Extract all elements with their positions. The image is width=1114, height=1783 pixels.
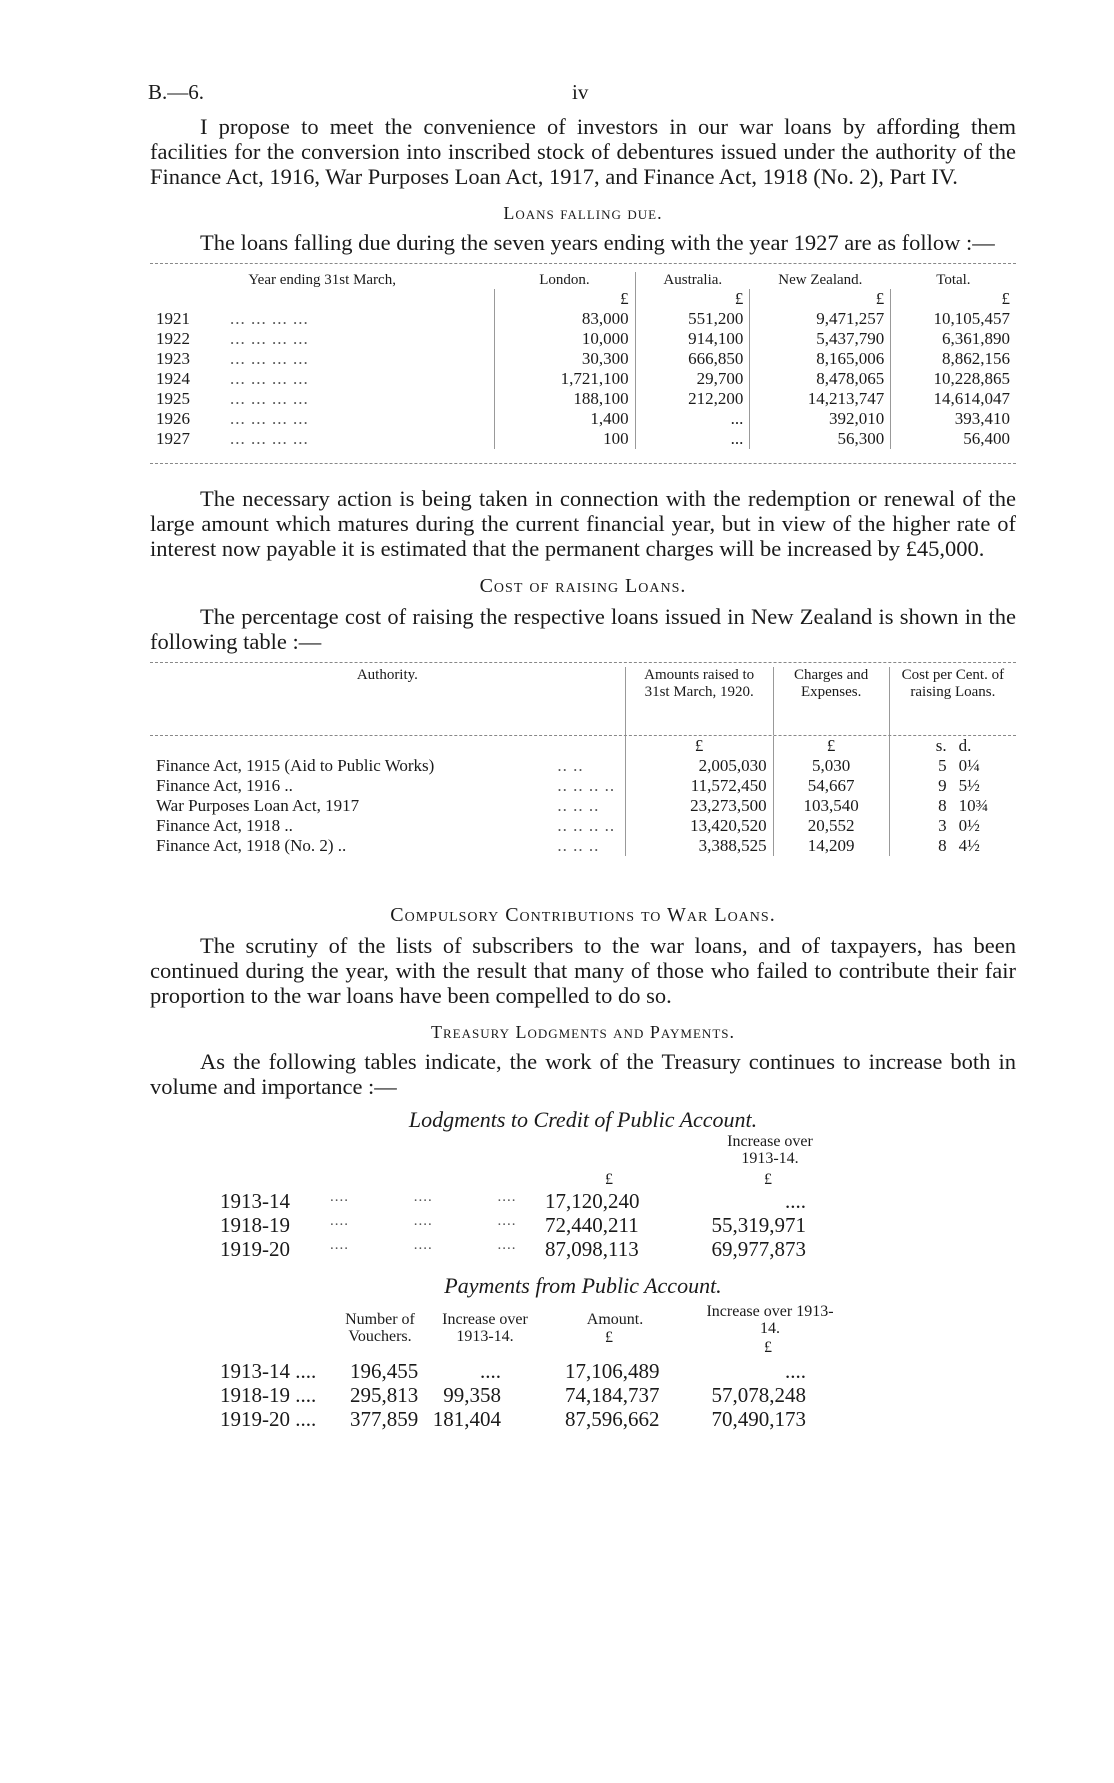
payment-vouchers: 196,455 xyxy=(350,1359,419,1383)
table-rule xyxy=(150,263,1016,264)
lodgment-year: 1919-20 xyxy=(220,1237,290,1261)
lodgment-amount: 17,120,240 xyxy=(545,1189,640,1213)
cost-pence: 0¼ xyxy=(958,756,980,775)
col-year: Year ending 31st March, xyxy=(248,272,396,288)
table-row xyxy=(150,776,1016,796)
cost-pence: 4½ xyxy=(958,836,980,855)
paragraph-redemption: The necessary action is being taken in connection with the redemption or renewal of the large amount which matures during the current financial year, but in view of the higher rate of interest now payable it is estimated that the permanent charges will be increased by £45,000. xyxy=(150,486,1016,561)
loan-total: 14,614,047 xyxy=(891,389,1016,409)
payment-amount: 74,184,737 xyxy=(565,1383,660,1407)
lodgment-amount: 72,440,211 xyxy=(545,1213,639,1237)
cost-amount: 13,420,520 xyxy=(625,816,773,836)
payment-vouchers: 295,813 xyxy=(350,1383,419,1407)
paragraph-loans-intro: The loans falling due during the seven years ending with the year 1927 are as follow :— xyxy=(200,230,995,255)
payment-voucher-increase: 181,404 xyxy=(432,1407,501,1431)
loan-year-cell xyxy=(150,329,494,349)
cost-charges: 14,209 xyxy=(773,836,889,856)
cost-pence: 0½ xyxy=(958,816,980,835)
leader-dots: .. .. .. xyxy=(557,836,600,855)
table-row xyxy=(150,1213,1016,1237)
lodgments-col-increase: Increase over 1913-14. xyxy=(727,1133,813,1167)
lodgment-amount: 87,098,113 xyxy=(545,1237,639,1261)
cost-table xyxy=(150,667,1016,856)
cost-shillings: 5 xyxy=(889,756,952,776)
document-reference: B.—6. xyxy=(148,80,205,104)
lodgment-increase: 55,319,971 xyxy=(711,1213,806,1237)
loan-london: 83,000 xyxy=(494,309,635,329)
cost-charges: 5,030 xyxy=(773,756,889,776)
leader-dots: ... ... ... ... xyxy=(230,309,309,328)
loan-year: 1923 xyxy=(156,349,190,368)
payment-increase: .... xyxy=(785,1359,806,1383)
loans-table xyxy=(150,272,1016,449)
loan-year-cell xyxy=(150,409,494,429)
lodgment-increase: 69,977,873 xyxy=(711,1237,806,1261)
cost-authority: Finance Act, 1915 (Aid to Public Works) xyxy=(156,756,435,775)
loan-nz: 9,471,257 xyxy=(750,309,891,329)
cost-authority: Finance Act, 1916 .. xyxy=(156,776,293,795)
loan-australia: 212,200 xyxy=(635,389,750,409)
loan-australia: 29,700 xyxy=(635,369,750,389)
loan-nz: 5,437,790 xyxy=(750,329,891,349)
table-row xyxy=(150,1407,1016,1431)
page-number: iv xyxy=(572,80,589,104)
loan-year: 1921 xyxy=(156,309,190,328)
loan-london: 1,400 xyxy=(494,409,635,429)
lodgments-unit-amount: £ xyxy=(605,1171,613,1188)
cost-amount: 3,388,525 xyxy=(625,836,773,856)
table-row xyxy=(150,1189,1016,1213)
document-page xyxy=(150,80,1016,1449)
table-row xyxy=(150,1359,1016,1383)
payment-year: 1918-19 .... xyxy=(220,1383,317,1407)
unit-charges: £ xyxy=(773,736,889,756)
cost-shillings: 8 xyxy=(889,836,952,856)
leader-dots: ... ... ... ... xyxy=(230,349,309,368)
loan-nz: 14,213,747 xyxy=(750,389,891,409)
payment-vouchers: 377,859 xyxy=(350,1407,419,1431)
payments-unit-increase: £ xyxy=(764,1339,772,1356)
loan-australia: 551,200 xyxy=(635,309,750,329)
table-rule xyxy=(150,662,1016,663)
col-london: London. xyxy=(539,272,590,288)
cost-charges: 54,667 xyxy=(773,776,889,796)
loan-nz: 8,478,065 xyxy=(750,369,891,389)
loan-london: 100 xyxy=(494,429,635,449)
loan-london: 10,000 xyxy=(494,329,635,349)
loan-total: 6,361,890 xyxy=(891,329,1016,349)
cost-authority: Finance Act, 1918 .. xyxy=(156,816,293,835)
loan-year-cell xyxy=(150,309,494,329)
leader-dots: ... ... ... ... xyxy=(230,429,309,448)
loan-year-cell xyxy=(150,369,494,389)
leader-dots: .. .. .. xyxy=(557,796,600,815)
payment-year: 1913-14 .... xyxy=(220,1359,317,1383)
unit-shillings: s. xyxy=(889,736,952,756)
currency-london: £ xyxy=(494,289,635,309)
payment-year: 1919-20 .... xyxy=(220,1407,317,1431)
col-total: Total. xyxy=(936,272,971,288)
cost-shillings: 9 xyxy=(889,776,952,796)
loan-australia: ... xyxy=(635,409,750,429)
payments-title: Payments from Public Account. xyxy=(444,1273,722,1298)
table-row xyxy=(150,349,1016,369)
loan-nz: 56,300 xyxy=(750,429,891,449)
col-cost-per-cent: Cost per Cent. of raising Loans. xyxy=(889,667,1016,735)
currency-row xyxy=(150,289,1016,309)
loan-australia: 666,850 xyxy=(635,349,750,369)
table-row xyxy=(150,756,1016,776)
payment-amount: 17,106,489 xyxy=(565,1359,660,1383)
leader-dots: .. .. xyxy=(557,756,584,775)
cost-amount: 2,005,030 xyxy=(625,756,773,776)
payment-voucher-increase: .... xyxy=(480,1359,501,1383)
payment-increase: 70,490,173 xyxy=(711,1407,806,1431)
loan-australia: ... xyxy=(635,429,750,449)
cost-amount: 23,273,500 xyxy=(625,796,773,816)
cost-authority: War Purposes Loan Act, 1917 xyxy=(156,796,360,815)
table-row xyxy=(150,429,1016,449)
loan-total: 10,105,457 xyxy=(891,309,1016,329)
unit-amounts: £ xyxy=(625,736,773,756)
paragraph-treasury: As the following tables indicate, the work of the Treasury continues to increase both in volume and importance :— xyxy=(150,1049,1016,1099)
heading-compulsory-contributions: Compulsory Contributions to War Loans. xyxy=(390,904,776,926)
col-authority: Authority. xyxy=(356,667,418,683)
cost-pence: 5½ xyxy=(958,776,980,795)
loan-year: 1922 xyxy=(156,329,190,348)
table-row xyxy=(150,389,1016,409)
payments-table xyxy=(150,1299,1016,1449)
payment-increase: 57,078,248 xyxy=(711,1383,806,1407)
lodgments-unit-increase: £ xyxy=(764,1171,772,1188)
loan-australia: 914,100 xyxy=(635,329,750,349)
loan-total: 10,228,865 xyxy=(891,369,1016,389)
leader-dots: .. .. .. .. xyxy=(557,776,616,795)
leader-dots: .... .... .... xyxy=(330,1189,517,1205)
leader-dots: ... ... ... ... xyxy=(230,409,309,428)
loan-year-cell xyxy=(150,429,494,449)
leader-dots: .. .. .. .. xyxy=(557,816,616,835)
loan-london: 188,100 xyxy=(494,389,635,409)
cost-units-row xyxy=(150,736,1016,756)
col-charges: Charges and Expenses. xyxy=(773,667,889,735)
cost-amount: 11,572,450 xyxy=(625,776,773,796)
table-row xyxy=(150,369,1016,389)
cost-charges: 103,540 xyxy=(773,796,889,816)
table-row xyxy=(150,816,1016,836)
heading-loans-falling-due: Loans falling due. xyxy=(503,203,663,223)
loan-total: 8,862,156 xyxy=(891,349,1016,369)
lodgment-year: 1913-14 xyxy=(220,1189,290,1213)
loan-london: 30,300 xyxy=(494,349,635,369)
heading-treasury: Treasury Lodgments and Payments. xyxy=(431,1022,735,1042)
loan-total: 393,410 xyxy=(891,409,1016,429)
currency-total: £ xyxy=(891,289,1016,309)
col-amounts-raised: Amounts raised to 31st March, 1920. xyxy=(625,667,773,735)
cost-shillings: 8 xyxy=(889,796,952,816)
payment-voucher-increase: 99,358 xyxy=(443,1383,501,1407)
lodgments-table xyxy=(150,1133,1016,1273)
cost-shillings: 3 xyxy=(889,816,952,836)
lodgments-title: Lodgments to Credit of Public Account. xyxy=(408,1107,758,1132)
table-rule xyxy=(150,463,1016,464)
paragraph-cost-intro: The percentage cost of raising the respective loans issued in New Zealand is shown in the following table :— xyxy=(150,604,1016,654)
loan-year: 1927 xyxy=(156,429,190,448)
col-australia: Australia. xyxy=(635,272,750,289)
currency-nz: £ xyxy=(750,289,891,309)
loan-year-cell xyxy=(150,389,494,409)
unit-pence: d. xyxy=(958,736,972,755)
cost-table-header xyxy=(150,667,1016,735)
leader-dots: ... ... ... ... xyxy=(230,369,309,388)
table-row xyxy=(150,796,1016,816)
heading-cost-of-raising: Cost of raising Loans. xyxy=(479,575,687,597)
loan-year-cell xyxy=(150,349,494,369)
loan-year: 1924 xyxy=(156,369,190,388)
cost-charges: 20,552 xyxy=(773,816,889,836)
table-row xyxy=(150,1383,1016,1407)
loan-nz: 8,165,006 xyxy=(750,349,891,369)
leader-dots: .... .... .... xyxy=(330,1237,517,1253)
paragraph-compulsory: The scrutiny of the lists of subscribers to the war loans, and of taxpayers, has been continued during the year, with the result that many of those who failed to contribute their fair proportion to the war loans have been compelled to do so. xyxy=(150,933,1016,1008)
payments-col-vouchers: Number of Vouchers. xyxy=(345,1311,415,1345)
currency-australia: £ xyxy=(635,289,750,309)
loan-year: 1925 xyxy=(156,389,190,408)
payments-unit-amount: £ xyxy=(605,1329,613,1346)
cost-pence: 10¾ xyxy=(958,796,989,815)
leader-dots: ... ... ... ... xyxy=(230,329,309,348)
payments-col-amount: Amount. xyxy=(586,1311,644,1328)
paragraph-conversion: I propose to meet the convenience of investors in our war loans by affording them facilities for the conversion into inscribed stock of debentures issued under the authority of the Finance Act, 1916, War Purposes Loan Act, 1917, and Finance Act, 1918 (No. 2), Part IV. xyxy=(150,114,1016,189)
loan-year: 1926 xyxy=(156,409,190,428)
leader-dots: ... ... ... ... xyxy=(230,389,309,408)
payments-col-v-increase: Increase over 1913-14. xyxy=(442,1311,528,1345)
cost-authority: Finance Act, 1918 (No. 2) .. xyxy=(156,836,347,855)
loan-total: 56,400 xyxy=(891,429,1016,449)
table-row xyxy=(150,409,1016,429)
loan-nz: 392,010 xyxy=(750,409,891,429)
table-row xyxy=(150,329,1016,349)
table-row xyxy=(150,309,1016,329)
payments-col-amount-increase: Increase over 1913-14. xyxy=(706,1303,834,1337)
leader-dots: .... .... .... xyxy=(330,1213,517,1229)
table-row xyxy=(150,1237,1016,1261)
payment-amount: 87,596,662 xyxy=(565,1407,660,1431)
page-header xyxy=(150,80,1016,114)
table-row xyxy=(150,836,1016,856)
col-new-zealand: New Zealand. xyxy=(778,272,863,288)
loan-london: 1,721,100 xyxy=(494,369,635,389)
loans-table-header xyxy=(150,272,1016,289)
lodgment-increase: .... xyxy=(785,1189,806,1213)
lodgment-year: 1918-19 xyxy=(220,1213,290,1237)
